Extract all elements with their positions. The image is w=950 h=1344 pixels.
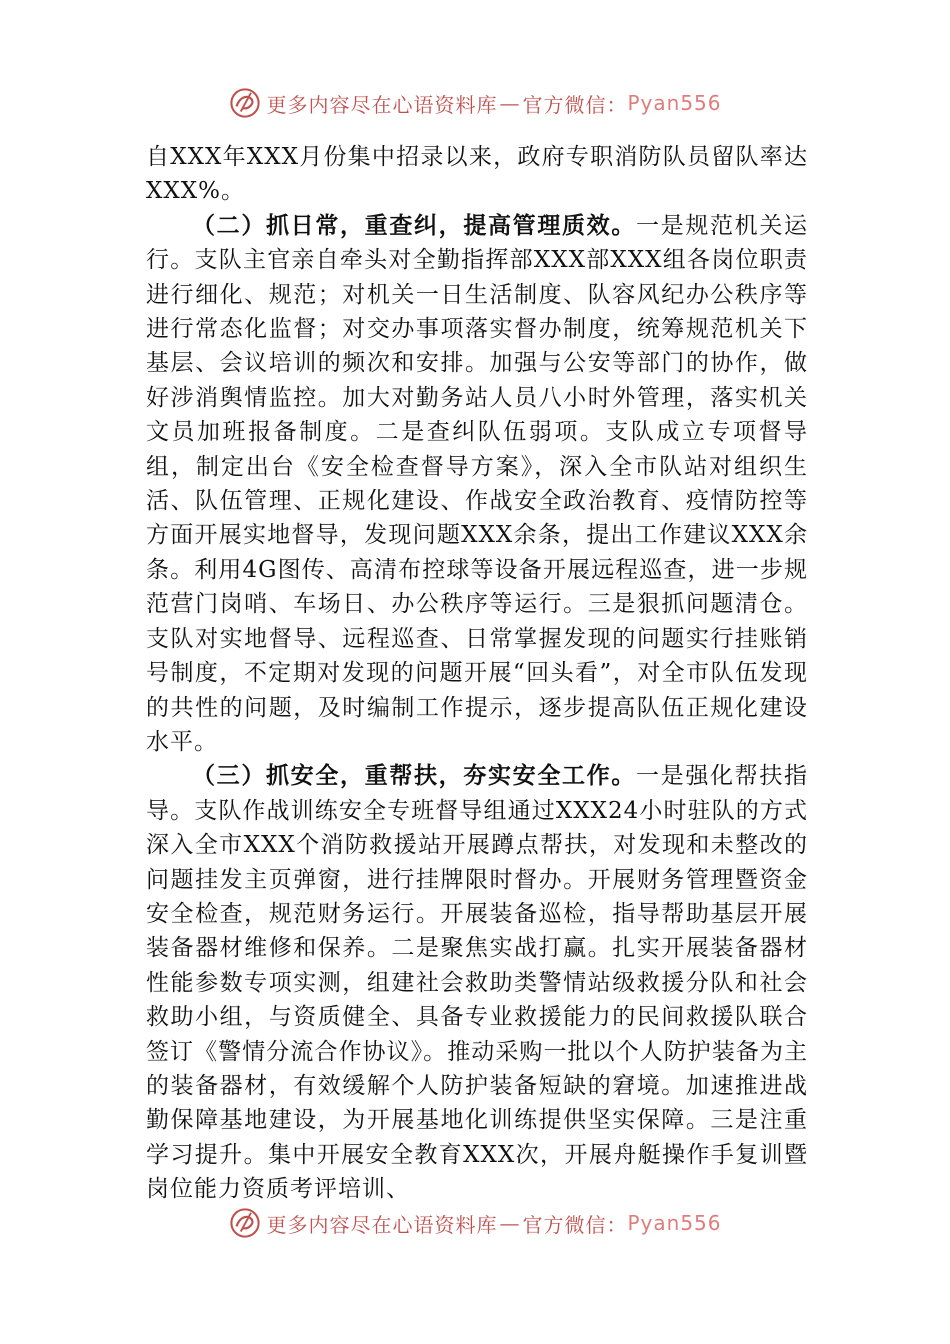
- paragraph-2-text: 一是规范机关运行。支队主官亲自牵头对全勤指挥部XXX部XXX组各岗位职责进行细化、规范；对机关一日生活制度、队容风纪办公秩序等进行常态化监督；对交办事项落实督办制度，统筹规范机关下基层、会议培训的频次和安排。加强与公安等部门的协作，做好涉消舆情监控。加大对勤务站人员八小时外管理，落实机关文员加班报备制度。二是查纠队伍弱项。支队成立专项督导组，制定出台《安全检查督导方案》，深入全市队站对组织生活、队伍管理、正规化建设、作战安全政治教育、疫情防控等方面开展实地督导，发现问题XXX余条，提出工作建议XXX余条。利用4G图传、高清布控球等设备开展远程巡查，进一步规范营门岗哨、车场日、办公秩序等运行。三是狠抓问题清仓。支队对实地督导、远程巡查、日常掌握发现的问题实行挂账销号制度，不定期对发现的问题开展“回头看”，对全市队伍发现的共性的问题，及时编制工作提示，逐步提高队伍正规化建设水平。: [146, 212, 809, 755]
- stamp-logo-icon: [228, 1206, 262, 1240]
- document-body: [146, 140, 808, 1207]
- header-watermark: [0, 83, 950, 123]
- watermark-account: Pyan556: [627, 1211, 722, 1235]
- paragraph-1-text: 自XXX年XXX月份集中招录以来，政府专职消防队员留队率达XXX%。: [146, 144, 808, 205]
- paragraph-2-heading: （二）抓日常，重查纠，提高管理质效。: [192, 211, 636, 239]
- watermark-separator: —: [499, 1211, 521, 1235]
- watermark-official: 官方微信：: [522, 92, 628, 117]
- paragraph-3-text: 一是强化帮扶指导。支队作战训练安全专班督导组通过XXX24小时驻队的方式深入全市XXX个消防救援站开展蹲点帮扶，对发现和未整改的问题挂发主页弹窗，进行挂牌限时督办。开展财务管理暨资金安全检查，规范财务运行。开展装备巡检，指导帮助基层开展装备器材维修和保养。二是聚焦实战打赢。扎实开展装备器材性能参数专项实测，组建社会救助类警情站级救援分队和社会救助小组，与资质健全、具备专业救援能力的民间救援队联合签订《警情分流合作协议》。推动采购一批以个人防护装备为主的装备器材，有效缓解个人防护装备短缺的窘境。加速推进战勤保障基地建设，为开展基地化训练提供坚实保障。三是注重学习提升。集中开展安全教育XXX次，开展舟艇操作手复训暨岗位能力资质考评培训、: [146, 763, 809, 1203]
- watermark-text: 更多内容尽在心语资料库: [266, 1212, 498, 1237]
- watermark-text: 更多内容尽在心语资料库: [266, 92, 498, 117]
- paragraph-2: [146, 209, 808, 760]
- watermark-official: 官方微信：: [522, 1212, 628, 1237]
- paragraph-3: [146, 759, 808, 1206]
- stamp-logo-icon: [228, 86, 262, 120]
- footer-watermark: [0, 1203, 950, 1243]
- watermark-separator: —: [499, 91, 521, 115]
- paragraph-1: [146, 140, 808, 209]
- paragraph-3-heading: （三）抓安全，重帮扶，夯实安全工作。: [192, 762, 636, 790]
- watermark-account: Pyan556: [627, 91, 722, 115]
